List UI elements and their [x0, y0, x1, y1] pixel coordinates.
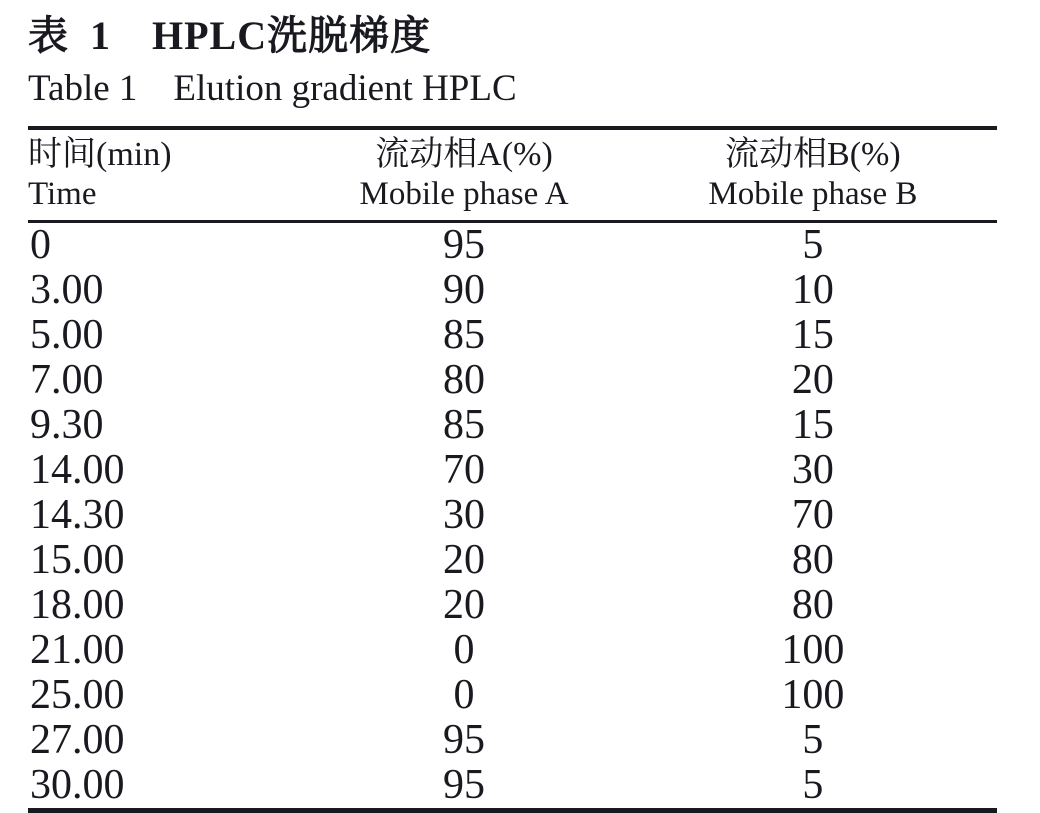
cell-mobile-phase-a: 85	[443, 312, 486, 358]
table-row	[28, 358, 997, 403]
table-row	[28, 763, 997, 811]
table-number-en: Table 1	[28, 68, 138, 109]
column-header-time	[28, 128, 299, 222]
cell-mobile-phase-b: 5	[802, 222, 824, 268]
table-title-zh: HPLC洗脱梯度	[152, 13, 432, 58]
table-caption-en	[28, 68, 1040, 110]
cell-mobile-phase-b: 70	[791, 492, 834, 538]
table-row	[28, 222, 997, 269]
cell-mobile-phase-a: 95	[443, 762, 486, 808]
cell-time: 15.00	[30, 537, 125, 583]
cell-mobile-phase-b: 30	[791, 447, 834, 493]
cell-mobile-phase-b: 15	[791, 402, 834, 448]
cell-time: 9.30	[30, 402, 104, 448]
cell-time: 18.00	[30, 582, 125, 628]
cell-mobile-phase-b: 5	[802, 762, 824, 808]
cell-time: 5.00	[30, 312, 104, 358]
cell-mobile-phase-b: 15	[791, 312, 834, 358]
cell-time: 3.00	[30, 267, 104, 313]
cell-time: 14.00	[30, 447, 125, 493]
cell-mobile-phase-a: 70	[443, 447, 486, 493]
table-row	[28, 268, 997, 313]
table-header	[28, 128, 997, 222]
cell-mobile-phase-b: 100	[781, 672, 845, 718]
table-number-zh: 表 1	[28, 13, 116, 58]
cell-time: 27.00	[30, 717, 125, 763]
table-row	[28, 583, 997, 628]
cell-mobile-phase-a: 95	[443, 222, 486, 268]
cell-mobile-phase-a: 0	[453, 627, 475, 673]
cell-mobile-phase-b: 5	[802, 717, 824, 763]
cell-time: 0	[30, 222, 51, 268]
header-row	[28, 128, 997, 222]
table-row	[28, 313, 997, 358]
cell-mobile-phase-a: 80	[443, 357, 486, 403]
column-header-mobile-phase-a	[299, 128, 628, 222]
cell-time: 25.00	[30, 672, 125, 718]
table-caption-zh	[28, 14, 1040, 58]
table-row	[28, 718, 997, 763]
column-header-time-zh: 时间(min)	[28, 136, 172, 173]
cell-mobile-phase-a: 20	[443, 537, 486, 583]
cell-mobile-phase-b: 20	[791, 357, 834, 403]
table-row	[28, 448, 997, 493]
table-row	[28, 673, 997, 718]
column-header-mobile-phase-a-zh: 流动相A(%)	[375, 136, 553, 173]
table-title-en: Elution gradient HPLC	[173, 68, 517, 109]
cell-mobile-phase-b: 80	[791, 537, 834, 583]
cell-mobile-phase-b: 80	[791, 582, 834, 628]
cell-mobile-phase-a: 20	[443, 582, 486, 628]
elution-gradient-table	[28, 126, 997, 813]
cell-time: 7.00	[30, 357, 104, 403]
table-row	[28, 628, 997, 673]
cell-mobile-phase-b: 100	[781, 627, 845, 673]
column-header-time-en: Time	[28, 176, 97, 212]
table-caption	[28, 14, 1040, 110]
cell-time: 30.00	[30, 762, 125, 808]
table-row	[28, 538, 997, 583]
column-header-mobile-phase-b-en: Mobile phase B	[708, 176, 918, 212]
table-row	[28, 493, 997, 538]
cell-time: 21.00	[30, 627, 125, 673]
cell-mobile-phase-a: 95	[443, 717, 486, 763]
cell-mobile-phase-a: 0	[453, 672, 475, 718]
column-header-mobile-phase-b-zh: 流动相B(%)	[725, 136, 901, 173]
cell-mobile-phase-a: 90	[443, 267, 486, 313]
column-header-mobile-phase-b	[629, 128, 997, 222]
column-header-mobile-phase-a-en: Mobile phase A	[359, 176, 569, 212]
cell-mobile-phase-b: 10	[791, 267, 834, 313]
table-row	[28, 403, 997, 448]
table-body	[28, 222, 997, 811]
cell-mobile-phase-a: 85	[443, 402, 486, 448]
cell-time: 14.30	[30, 492, 125, 538]
cell-mobile-phase-a: 30	[443, 492, 486, 538]
